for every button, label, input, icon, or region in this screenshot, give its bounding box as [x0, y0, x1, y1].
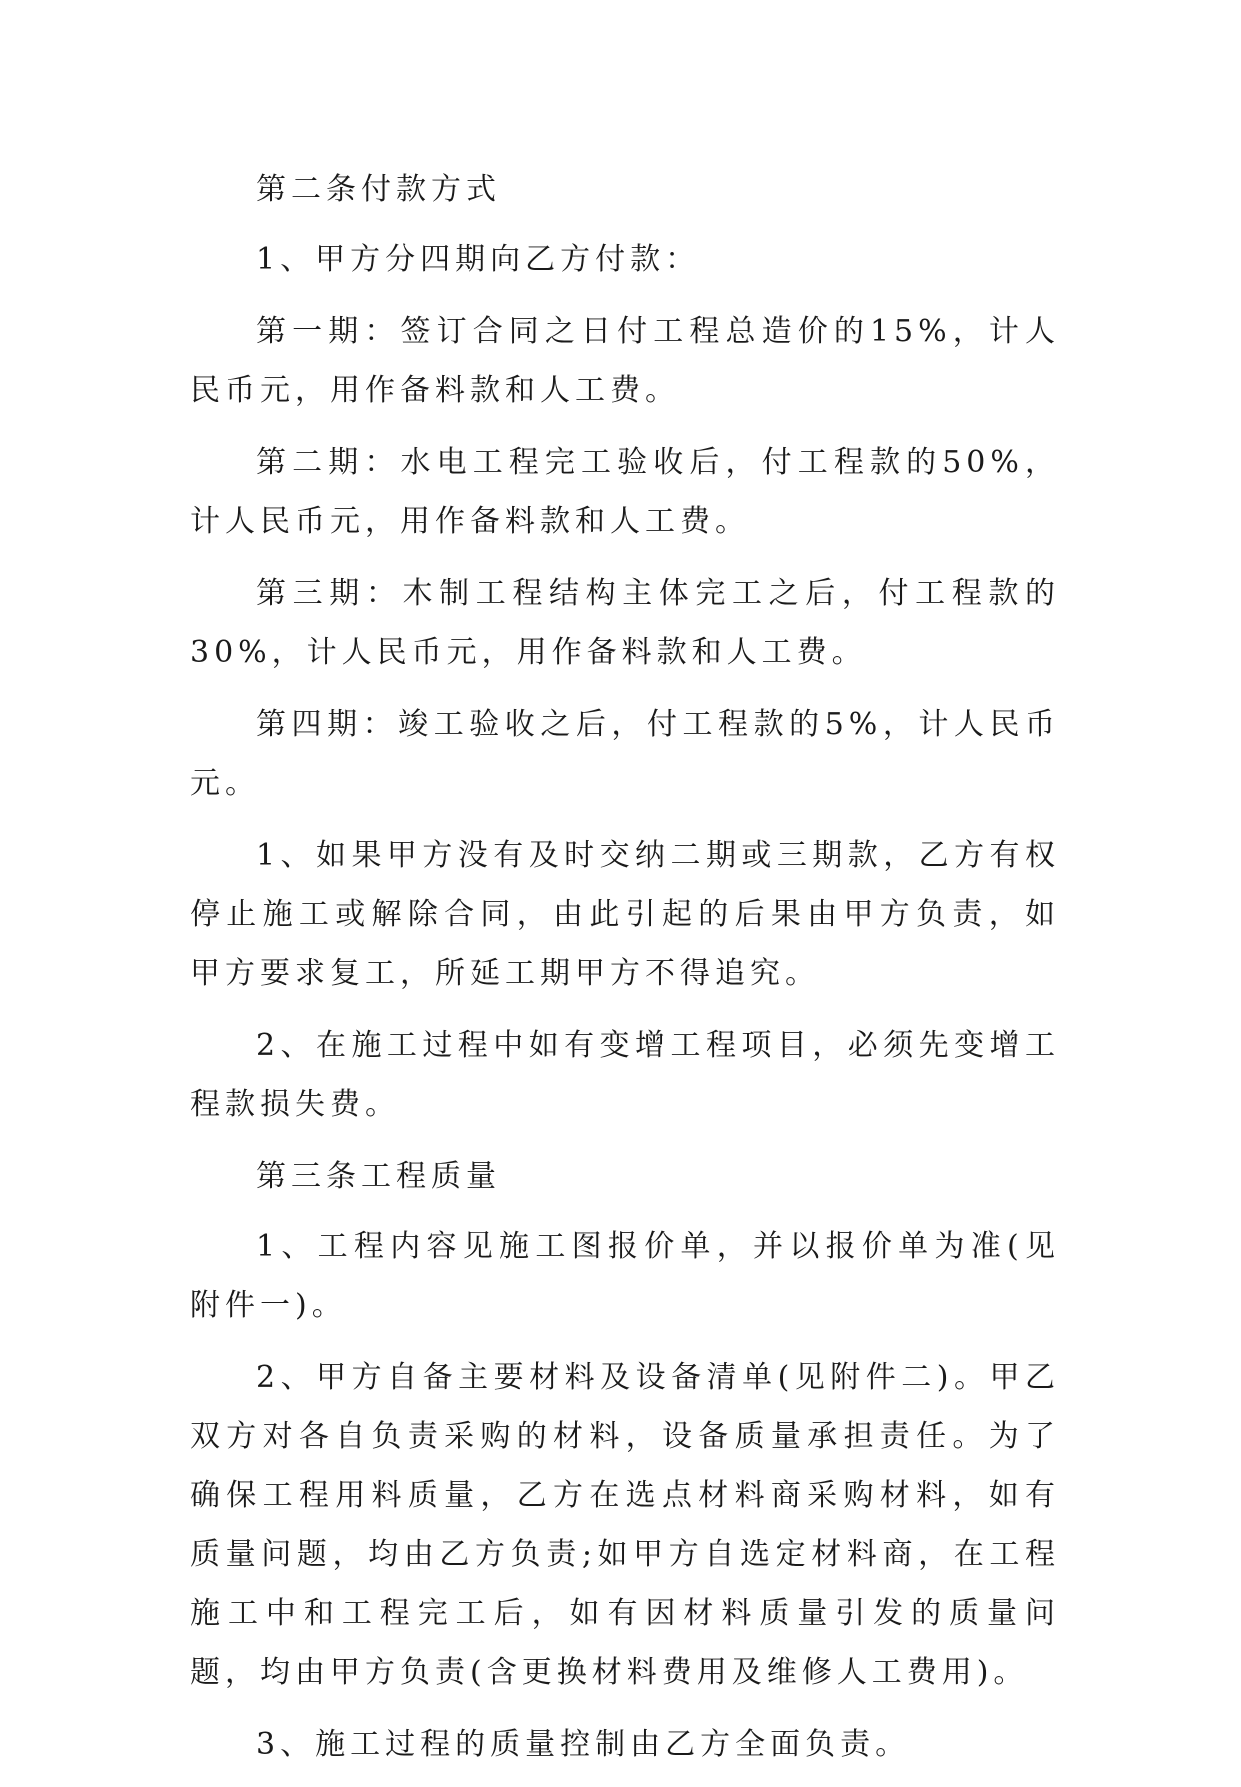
- paragraph-scope: 1、工程内容见施工图报价单，并以报价单为准(见附件一)。: [190, 1229, 1060, 1323]
- paragraph-phase-2: 第二期：水电工程完工验收后，付工程款的50%，计人民币元，用作备料款和人工费。: [190, 445, 1060, 539]
- paragraph-late-payment: 1、如果甲方没有及时交纳二期或三期款，乙方有权停止施工或解除合同，由此引起的后果由甲方负责，如甲方要求复工，所延工期甲方不得追究。: [190, 838, 1060, 991]
- paragraph-installments: 1、甲方分四期向乙方付款：: [256, 242, 701, 277]
- paragraph-phase-4: 第四期：竣工验收之后，付工程款的5%，计人民币元。: [190, 707, 1060, 801]
- section-heading-quality: 第三条工程质量: [256, 1159, 501, 1194]
- paragraph-materials: 2、甲方自备主要材料及设备清单(见附件二)。甲乙双方对各自负责采购的材料，设备质量承担责任。为了确保工程用料质量，乙方在选点材料商采购材料，如有质量问题，均由乙方负责;如甲方自选定材料商，在工程施工中和工程完工后，如有因材料质量引发的质量问题，均由甲方负责(含更换材料费用及维修人工费用)。: [190, 1360, 1060, 1690]
- section-heading-payment: 第二条付款方式: [256, 172, 501, 207]
- paragraph-quality-control: 3、施工过程的质量控制由乙方全面负责。: [256, 1727, 911, 1762]
- document-page: [190, 160, 1060, 1787]
- paragraph-phase-1: 第一期：签订合同之日付工程总造价的15%，计人民币元，用作备料款和人工费。: [190, 314, 1060, 408]
- paragraph-phase-3: 第三期：木制工程结构主体完工之后，付工程款的30%，计人民币元，用作备料款和人工费。: [190, 576, 1060, 670]
- paragraph-change-items: 2、在施工过程中如有变增工程项目，必须先变增工程款损失费。: [190, 1028, 1060, 1122]
